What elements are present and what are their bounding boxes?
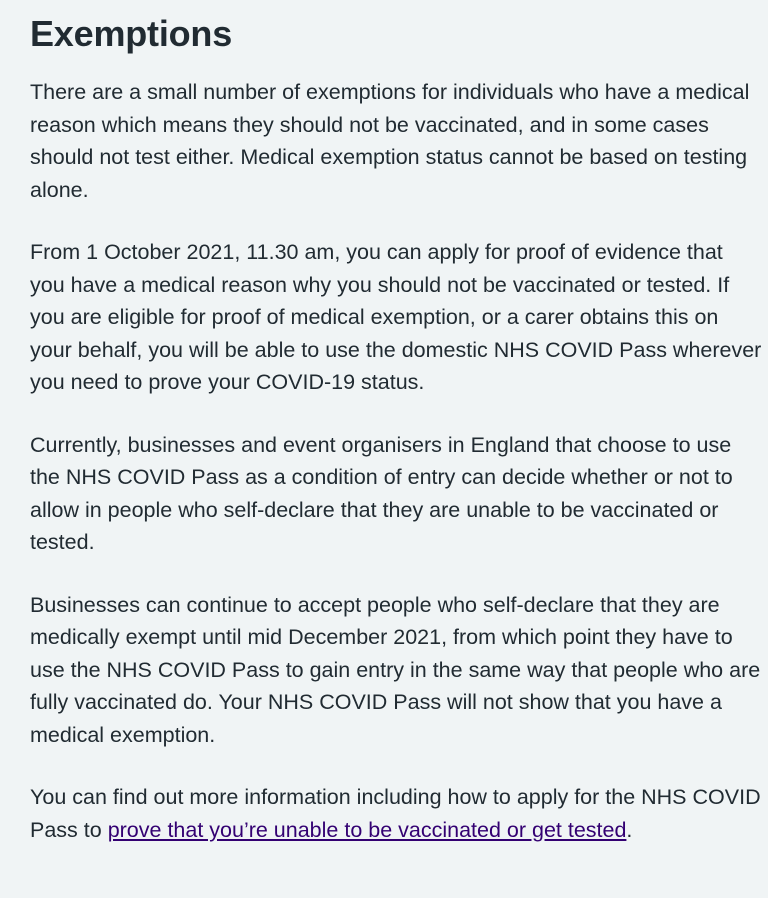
paragraph-businesses-choice: Currently, businesses and event organisers in England that choose to use the NHS COVID Pass as a condition of entry can decide whether or not to allow in people who self-declare that they are unable to be vaccinated or tested. xyxy=(30,432,733,554)
paragraph-exemptions-intro: There are a small number of exemptions for individuals who have a medical reason which means they should not be vaccinated, and in some cases should not test either. Medical exemption status cannot be based on testing alone. xyxy=(30,80,750,202)
section-heading: Exemptions xyxy=(30,13,233,54)
paragraph-more-info xyxy=(30,781,762,846)
more-info-prefix: You can find out more information including how to apply for the NHS COVID Pass to xyxy=(30,785,761,842)
more-info-suffix: . xyxy=(626,817,633,842)
paragraph-apply-proof: From 1 October 2021, 11.30 am, you can apply for proof of evidence that you have a medical reason why you should not be vaccinated or tested. If you are eligible for proof of medical exemption, or a carer obtains this on your behalf, you will be able to use the domestic NHS COVID Pass wherever you need to prove your COVID-19 status. xyxy=(30,240,762,394)
paragraph-self-declare: Businesses can continue to accept people who self-declare that they are medically exempt until mid December 2021, from which point they have to use the NHS COVID Pass to gain entry in the same way that people who are fully vaccinated do. Your NHS COVID Pass will not show that you have a medical exemption. xyxy=(30,592,761,747)
prove-unable-link[interactable]: prove that you’re unable to be vaccinated or get tested xyxy=(107,817,627,842)
